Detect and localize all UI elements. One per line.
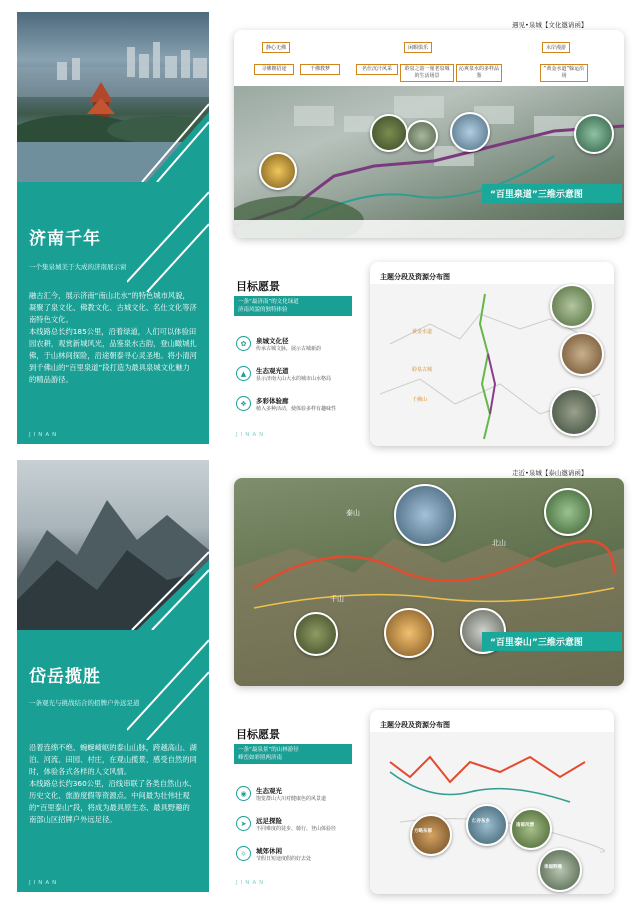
- map-photo-3: [406, 120, 438, 152]
- mountain-image: [17, 460, 209, 630]
- section1-legend: [234, 220, 624, 238]
- culture-icon: ✿: [236, 336, 251, 351]
- dist2-label-3: 南部风情: [516, 823, 534, 828]
- decor-lines: [127, 172, 209, 292]
- section2-dist-title: 主题分段及资源分布图: [380, 721, 450, 729]
- eye-icon: ◉: [236, 786, 251, 801]
- section2-dist-card: [370, 710, 614, 894]
- map-label-l3: 水岸漫游: [542, 42, 570, 53]
- dist-photo-2: [560, 332, 604, 376]
- section1-subtitle: 一个集泉城美于大成的济南展示窗: [29, 263, 127, 271]
- section1-banner: “百里泉道”三维示意图: [482, 184, 622, 203]
- section2-map-card: [234, 478, 624, 686]
- section1-3d-map: [234, 86, 624, 238]
- hiking-icon: ➤: [236, 816, 251, 831]
- dist2-label-1: 方略东部: [414, 829, 432, 834]
- section2-panel: [17, 460, 209, 892]
- section1-goals-title: 目标愿景: [236, 280, 280, 293]
- section2-goal-item-3: ☼ 城郊休闲 节假日短途度假的好去处: [236, 846, 311, 862]
- s2-photo-3: [294, 612, 338, 656]
- map-photo-4: [450, 112, 490, 152]
- dist2-label-2: 仁谷东乡: [472, 819, 490, 824]
- section1-map-card: [234, 30, 624, 238]
- map-label-l2: 闲暇俱乐: [404, 42, 432, 53]
- section1-goal-item-2: ▲ 生态观光道 显示济南大山大水的城市山水格局: [236, 366, 331, 382]
- map-label-s3: 名仕沉汁风采: [356, 64, 398, 75]
- section1-dist-title: 主题分段及资源分布图: [380, 273, 450, 281]
- section1-goal-item-3: ❖ 多彩体验廊 植入多种活动，使体验多样有趣味性: [236, 396, 336, 412]
- map-photo-2: [370, 114, 408, 152]
- map-label-s5: 沁爽泉水的多样品鉴: [456, 64, 502, 82]
- map-label-s6: “黄金水道”躲运沿场: [540, 64, 588, 82]
- section2-goal-item-1: ◉ 生态观光 饱览群山大川对健康色的风景道: [236, 786, 326, 802]
- map-photo-1: [259, 152, 297, 190]
- section1-body: 融古汇今，展示济南“南山北水”的特色城市风貌，凝聚了泉文化、佛教文化、古城文化、名仕文化等济南特色文化。 本线路总长约185公里，沿着绿道，人们可以体验田园农耕，观赏新城风光，品鉴泉水古韵，登山瞰城扎佛，于山林间探险，沿途朝泰寻心灵圣地。将小清河到千佛山的“百里泉道”段打造为最具泉城文化魅力的精品游径。: [29, 291, 197, 384]
- map-label-s4: 聆泉之韵一厘老泉城的生活场景: [400, 64, 454, 82]
- section2-photo: [17, 460, 209, 630]
- section1-dist-map: [370, 284, 614, 446]
- dist2-photo-1: [410, 814, 452, 856]
- dist2-photo-3: [510, 808, 552, 850]
- section1-photo: [17, 12, 209, 182]
- map-photo-5: [574, 114, 614, 154]
- section2-jinan2: JINAN: [236, 880, 267, 886]
- section2-jinan: JINAN: [29, 880, 60, 886]
- dist-label-3: 千佛山: [412, 397, 428, 403]
- section2-tag: 走近•泉城【泰山邀请函】: [512, 469, 588, 477]
- map-label-s1: 寻佛朝招途: [254, 64, 294, 75]
- map-label-s2: 千佛教梦: [300, 64, 340, 75]
- section2-title: 岱岳揽胜: [29, 667, 101, 687]
- s2-photo-4: [384, 608, 434, 658]
- decor-lines-2: [127, 620, 209, 740]
- dist-photo-3: [550, 388, 598, 436]
- s2-photo-1: [394, 484, 456, 546]
- section1-dist-card: [370, 262, 614, 446]
- section2-banner: “百里泰山”三维示意图: [482, 632, 622, 651]
- section1-jinan2: JINAN: [236, 432, 267, 438]
- section2-subtitle: 一条观光与挑战结合的招牌户外远足道: [29, 699, 140, 707]
- section1-jinan: JINAN: [29, 432, 60, 438]
- activity-icon: ❖: [236, 396, 251, 411]
- section1-goal-item-1: ✿ 泉城文化径 传承古城文脉，展示古城新韵: [236, 336, 321, 352]
- dist2-label-4: 幸福野趣: [544, 865, 562, 870]
- city-skyline-image: [17, 12, 209, 182]
- dist2-photo-2: [466, 804, 508, 846]
- section2-goals-bar: 一条“最泉景”的山林游径 峰峦如彩照两济南: [234, 744, 352, 764]
- section2-goals-title: 目标愿景: [236, 728, 280, 741]
- section1-panel: [17, 12, 209, 444]
- section2-3d-map: [234, 478, 624, 686]
- section2-goal-item-2: ➤ 远足探险 不同难度的徒步、骑行、登山体验径: [236, 816, 336, 832]
- dist2-photo-4: [538, 848, 582, 892]
- dist-label-2: 聆泉古城: [412, 367, 433, 373]
- section1-title: 济南千年: [29, 229, 101, 249]
- leisure-icon: ☼: [236, 846, 251, 861]
- s2-photo-2: [544, 488, 592, 536]
- section1-tag: 遇见•泉城【文化邀请函】: [512, 21, 588, 29]
- mountain-label-3: 千山: [330, 595, 344, 603]
- section2-dist-map: [370, 732, 614, 894]
- mountain-label-1: 泰山: [346, 509, 360, 517]
- section1-goals-bar: 一条“最济南”的文化绿道 济南风貌的独特体验: [234, 296, 352, 316]
- dist-photo-1: [550, 284, 594, 328]
- dist-label-1: 黄金水道: [412, 329, 433, 335]
- section2-body: 沿着连绵不绝、蜿蜒崎岖的泰山山脉，跨越高山、湖泊、河流、田园、村庄，在观山揽景、感受自然的同时，体验各式各样的人文风情。 本线路总长约360公里，沿线串联了各类自然山水、历史文化、旅游度假等资源点。中间最为壮伟壮观的“百里泰山”段，将成为最具原生态、最具野趣的南部山区招牌户外远足径。: [29, 743, 197, 824]
- mountain-icon: ▲: [236, 366, 251, 381]
- mountain-label-2: 北山: [492, 539, 506, 547]
- map-label-l1: 静心无佛: [262, 42, 290, 53]
